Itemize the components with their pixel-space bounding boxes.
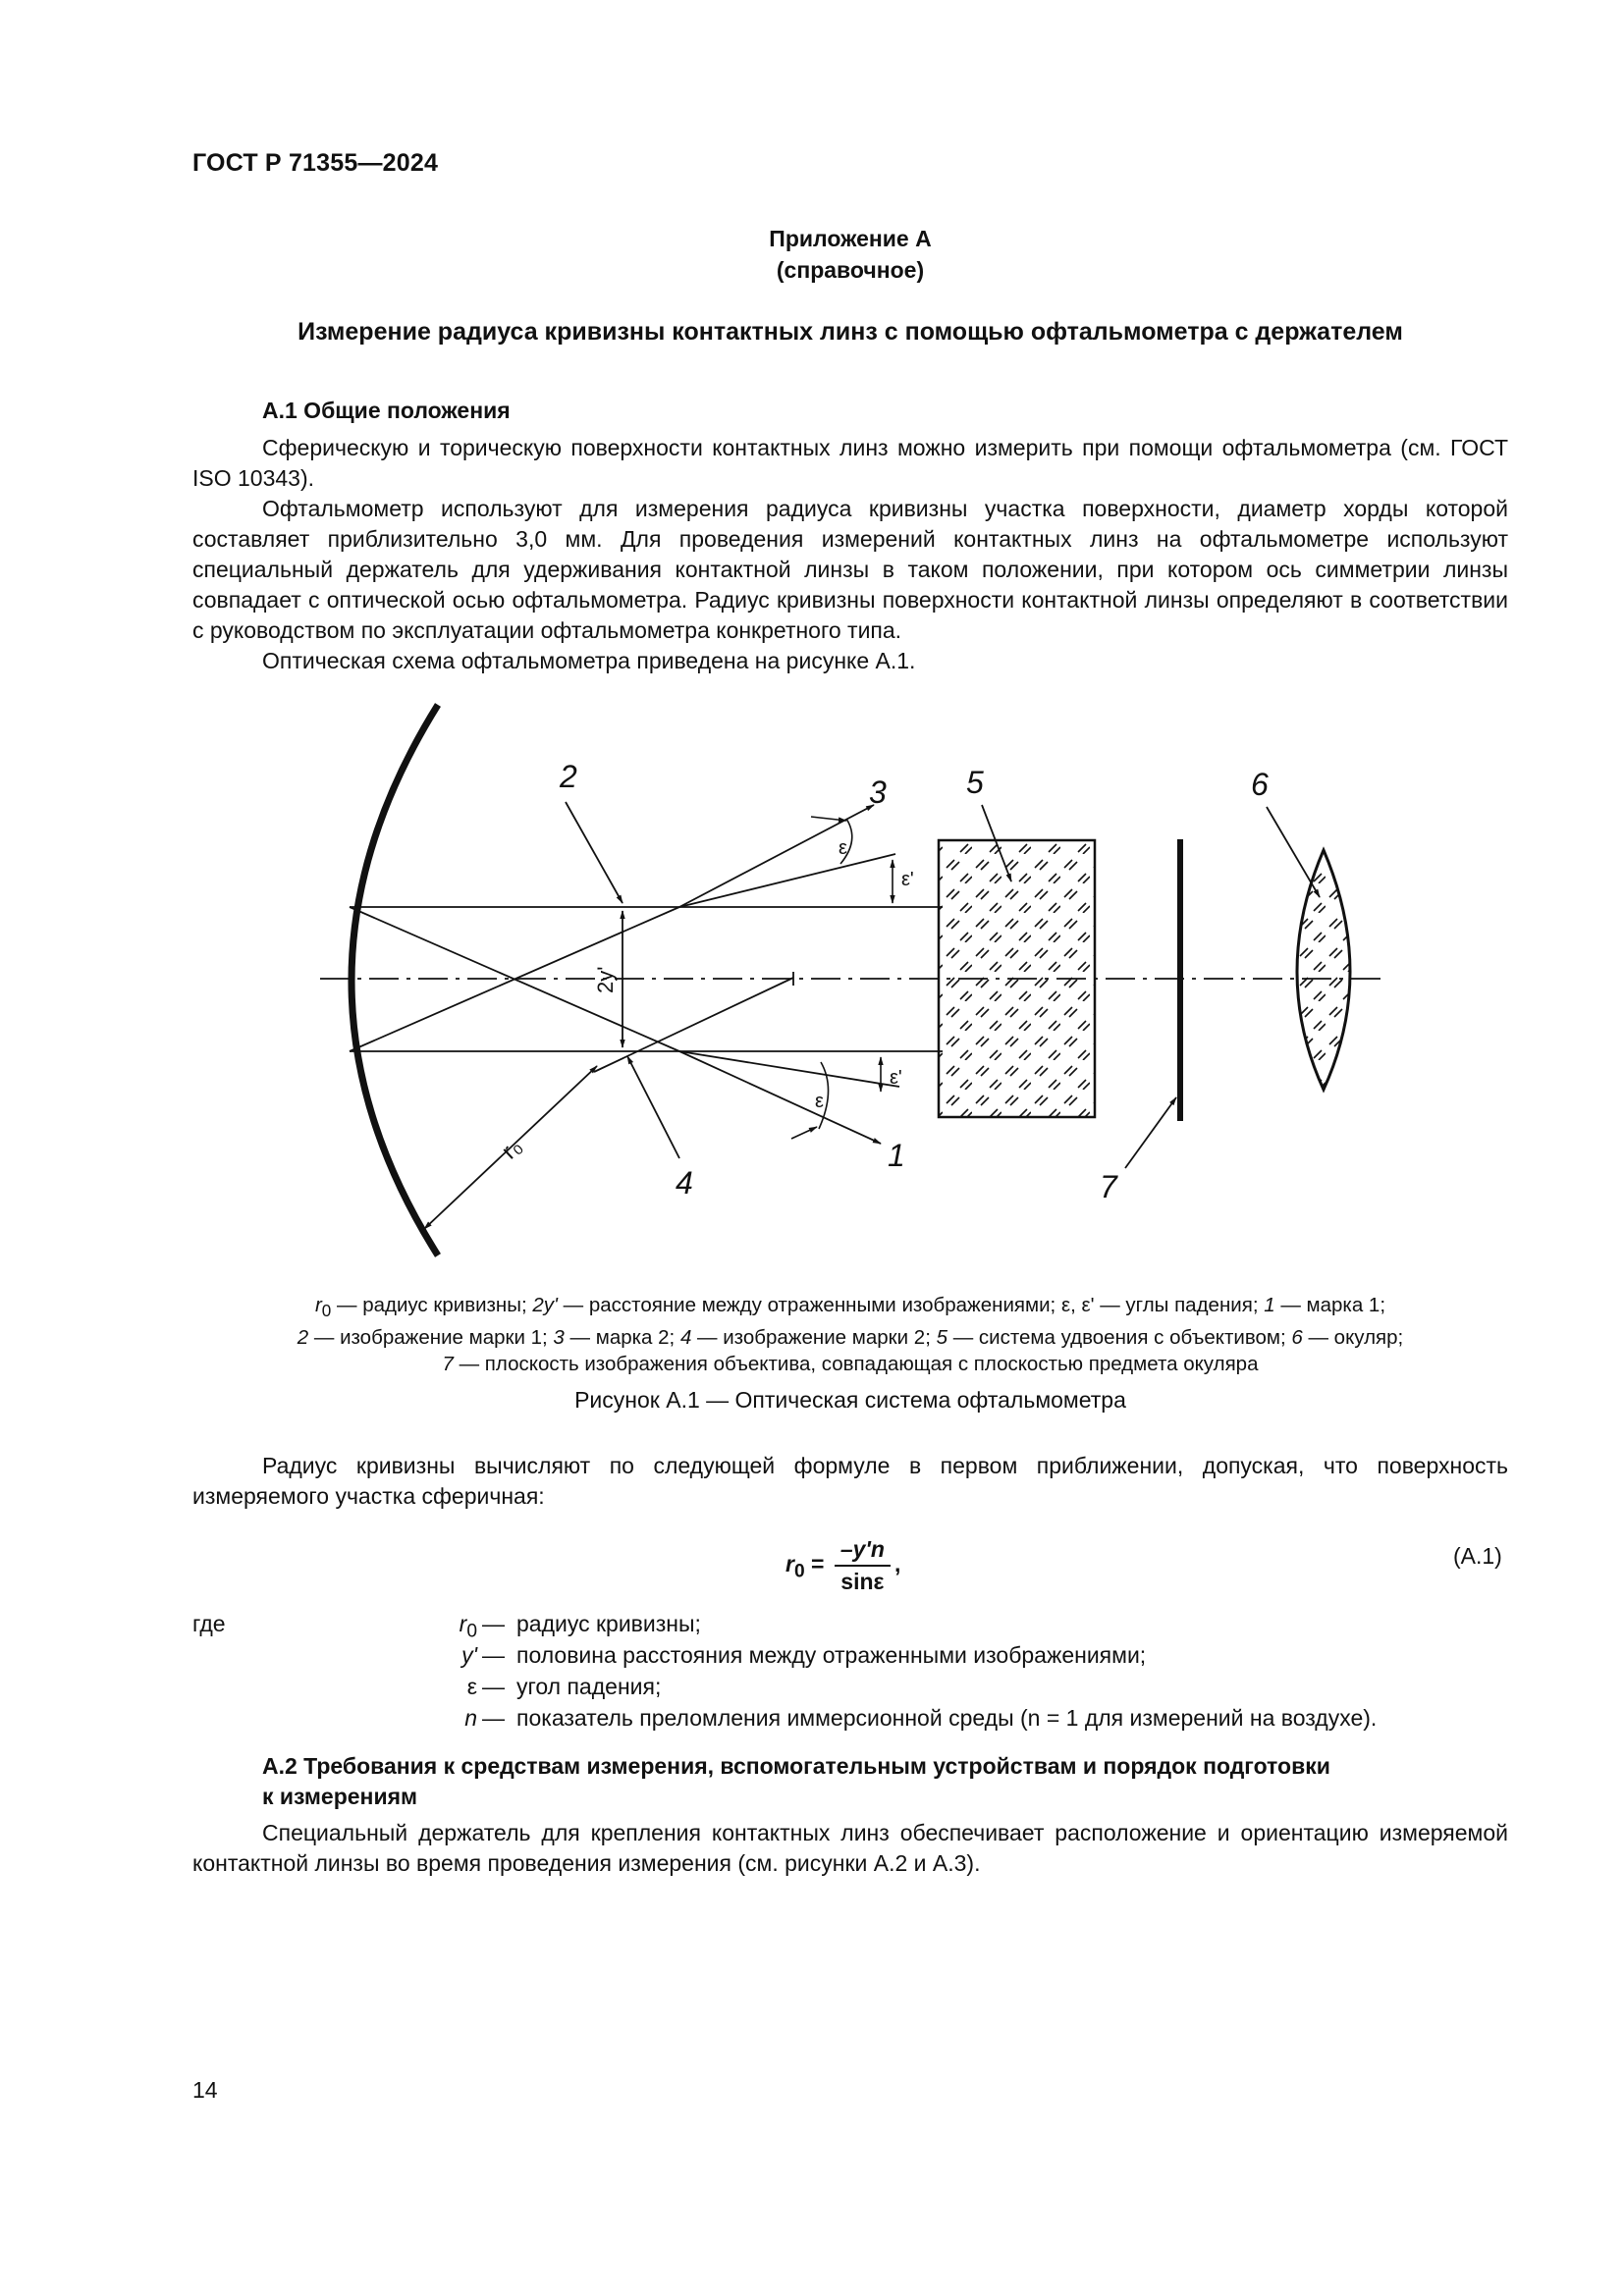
formula-intro (192, 1451, 1508, 1512)
reflecting-surface (352, 705, 438, 1255)
legend-row: ε — угол падения; (466, 1674, 662, 1699)
epsilon-prime-top: ε' (901, 869, 914, 890)
legend-row: y' — половина расстояния между отраженными изображениями; (461, 1642, 1147, 1668)
legend-row: где $r_0$ — радиус кривизны; (192, 1611, 701, 1642)
annex-type: (справочное) (776, 257, 925, 283)
formula-a1: $r_0$ = $\frac{-y'n}{\sin\varepsilon}$ , (785, 1536, 901, 1594)
annex-title: Приложение А (769, 226, 932, 251)
paragraph: Сферическую и торическую поверхности контактных линз можно измерить при помощи офтальмометра (см. ГОСТ ISO 10343). (192, 435, 1508, 491)
figure-label-3: 3 (869, 774, 887, 810)
paragraph: Оптическая схема офтальмометра приведена на рисунке А.1. (262, 648, 916, 673)
annex-main-title: Измерение радиуса кривизны контактных линз с помощью офтальмометра с держателем (298, 318, 1403, 346)
section-a1-heading: А.1 Общие положения (262, 398, 511, 423)
ray-mark-1 (679, 1051, 881, 1144)
label-2y: 2y' (593, 966, 618, 993)
figure-title: Рисунок А.1 — Оптическая система офтальмометра (574, 1387, 1126, 1413)
paragraph: Офтальмометр используют для измерения радиуса кривизны участка поверхности, диаметр хорды которой составляет приблизительно 3,0 мм. Для проведения измерений контактных линз на офтальмометре используют специальный держатель для удерживания контактной линзы в таком положении, при котором ось симметрии линзы совпадает с оптической осью офтальмометра. Радиус кривизны поверхности контактной линзы определяют в соответствии с руководством по эксплуатации офтальмометра конкретного типа. (192, 496, 1508, 643)
equation-number: (А.1) (1453, 1543, 1502, 1569)
paragraph: Специальный держатель для крепления контактных линз обеспечивает расположение и ориентацию измеряемой контактной линзы во время проведения измерения (см. рисунки А.2 и А.3). (192, 1820, 1508, 1876)
paragraph: Радиус кривизны вычисляют по следующей формуле в первом приближении, допуская, что поверхность измеряемого участка сферичная: (192, 1453, 1508, 1509)
caption-line-2: 2 — изображение марки 1; 3 — марка 2; 4 — изображение марки 2; 5 — система удвоения с объективом; 6 — окуляр; (297, 1326, 1404, 1350)
legend-row: n — показатель преломления иммерсионной среды (n = 1 для измерений на воздухе). (464, 1705, 1378, 1731)
figure-label-2: 2 (560, 759, 577, 794)
figure-label-4: 4 (676, 1165, 693, 1201)
figure-label-1: 1 (888, 1138, 905, 1173)
section-a2-heading: А.2 Требования к средствам измерения, вспомогательным устройствам и порядок подготовки к измерениям (262, 1753, 1330, 1809)
epsilon-top: ε (839, 837, 847, 859)
caption-line-3: 7 — плоскость изображения объектива, совпадающая с плоскостью предмета окуляра (442, 1353, 1259, 1376)
figure-label-7: 7 (1100, 1169, 1117, 1204)
epsilon-bottom: ε (815, 1091, 824, 1112)
formula-fraction: $\frac{-y'n}{\sin\varepsilon}$ (835, 1536, 891, 1595)
page-number: 14 (192, 2077, 218, 2103)
variable-legend (192, 1608, 1508, 1734)
section-a2-body (192, 1818, 1508, 1879)
figure-label-6: 6 (1251, 767, 1269, 802)
doubling-system-block (939, 840, 1095, 1117)
figure-caption (192, 1292, 1508, 1377)
caption-line-1: $r_0$ — радиус кривизны; 2y' — расстояние между отраженными изображениями; ε, ε' — углы падения; 1 — марка 1; (314, 1294, 1386, 1321)
document-code: ГОСТ Р 71355—2024 (192, 149, 439, 177)
figure-label-5: 5 (966, 765, 984, 800)
epsilon-prime-bottom: ε' (890, 1067, 902, 1089)
label-r0: r₀ (496, 1133, 528, 1165)
